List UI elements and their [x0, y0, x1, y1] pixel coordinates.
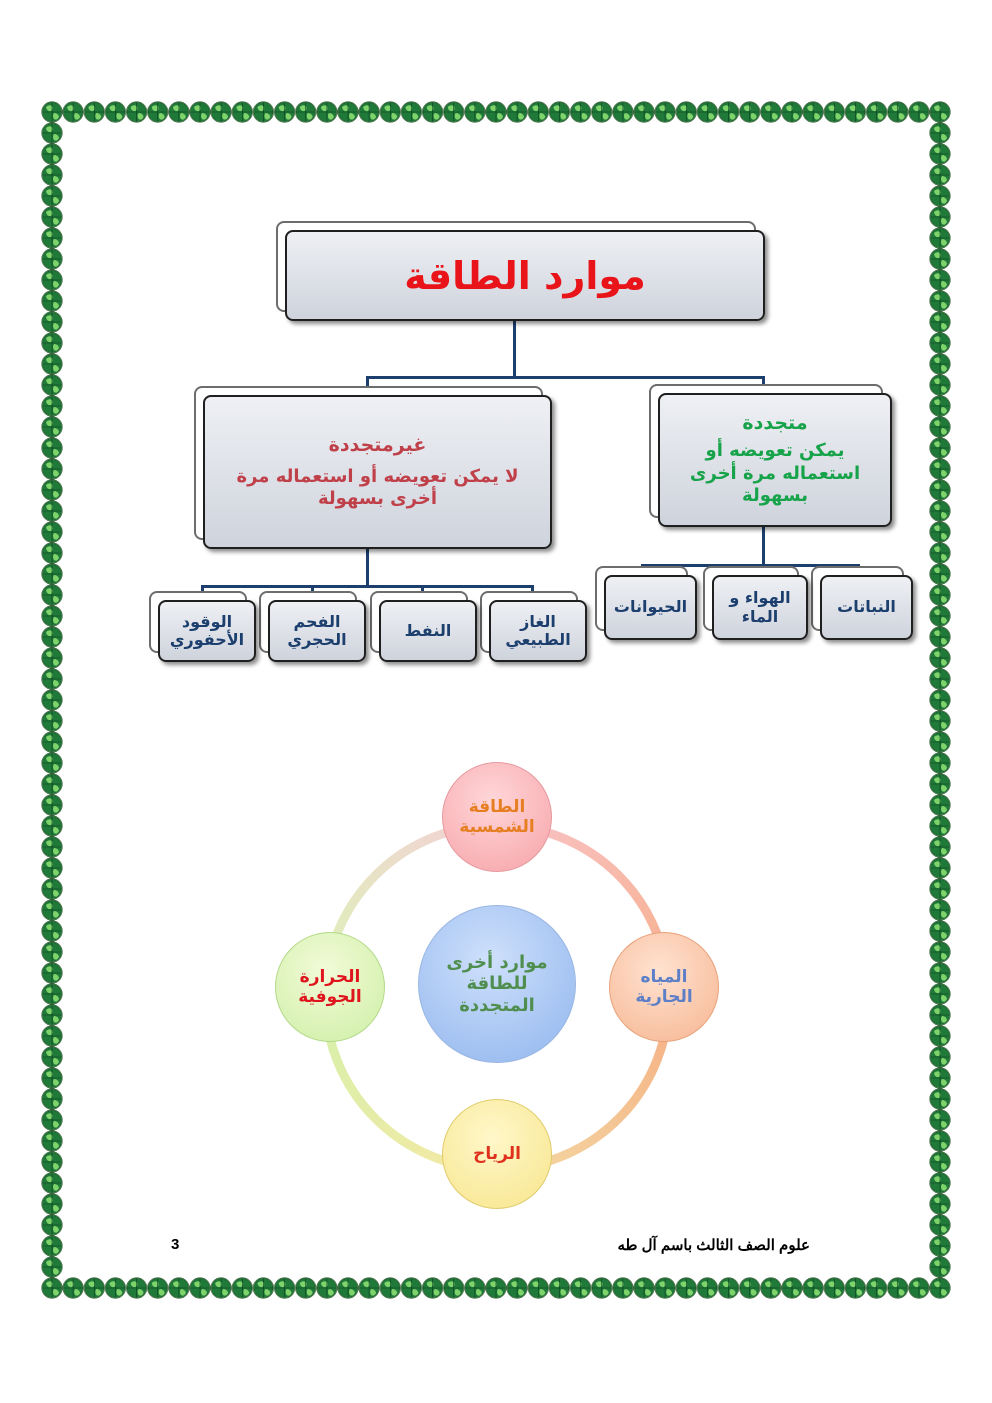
nonrenewable-description: لا يمكن تعويضه أو استعماله مرة أخرى بسهولة — [236, 465, 519, 509]
cycle-center-label: موارد أخرى للطاقة المتجددة — [446, 951, 548, 1016]
cycle-node-label: المياه الجارية — [635, 966, 693, 1007]
leaf-label: النفط — [404, 620, 452, 640]
nonrenewable-heading: غيرمتجددة — [328, 433, 427, 456]
renewable-heading: متجددة — [742, 412, 808, 435]
renewable-description: يمكن تعويضه أو استعماله مرة أخرى بسهولة — [689, 440, 861, 507]
leaf-label: النباتات — [837, 597, 896, 617]
cycle-node-wind — [442, 1099, 552, 1209]
cycle-node-running-water — [609, 932, 719, 1042]
footer-credit: علوم الصف الثالث باسم آل طه — [617, 1237, 810, 1254]
leaf-label: الوقود الأحفوري — [169, 611, 245, 649]
leaf-label: الغاز الطبيعي — [505, 611, 571, 649]
diagram-title: موارد الطاقة — [404, 253, 646, 298]
cycle-node-label: الرياح — [473, 1143, 521, 1164]
cycle-node-geothermal — [275, 932, 385, 1042]
cycle-center-node — [418, 905, 576, 1063]
leaf-label: الهواء و الماء — [729, 588, 791, 626]
cycle-node-solar — [442, 762, 552, 872]
cycle-node-label: الحرارة الجوفية — [298, 966, 362, 1007]
leaf-label: الفحم الحجري — [287, 611, 347, 649]
leaf-label: الحيوانات — [613, 597, 688, 617]
page-number: 3 — [171, 1236, 180, 1253]
cycle-node-label: الطاقة الشمسية — [459, 796, 535, 837]
